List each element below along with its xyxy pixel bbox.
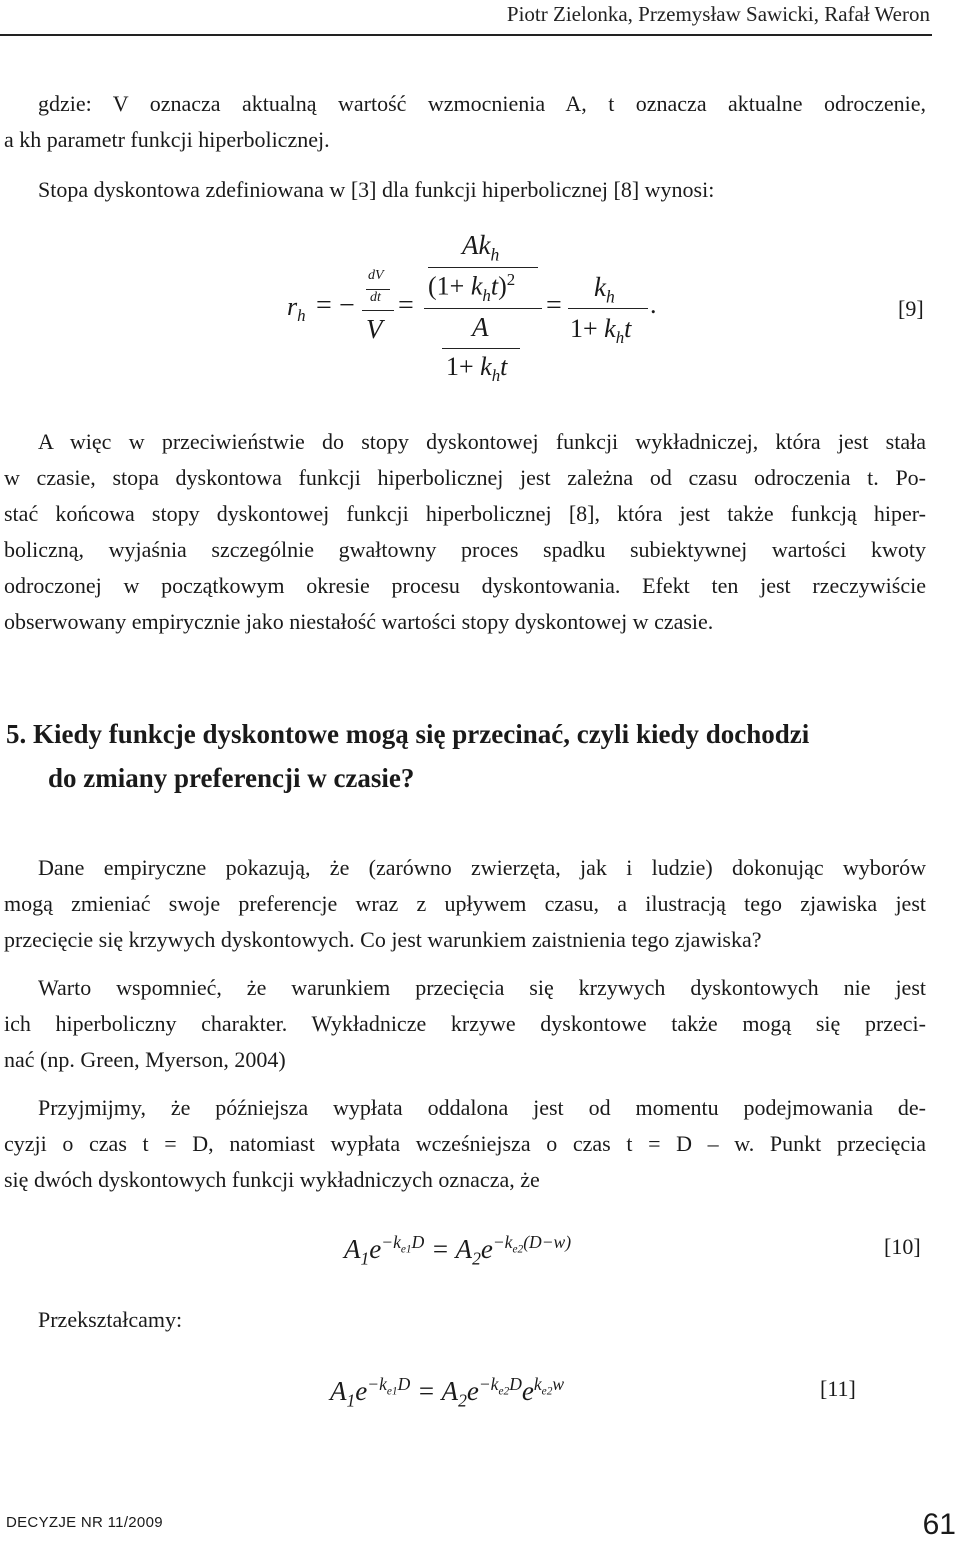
text-line: ich hiperboliczny charakter. Wykładnicze krzywe dyskontowe także mogą się przeci-: [4, 1011, 926, 1036]
text-line: A więc w przeciwieństwie do stopy dyskontowej funkcji wykładniczej, która jest stała: [38, 429, 926, 454]
equation-11-label: [11]: [820, 1376, 856, 1401]
section-heading-line-2: do zmiany preferencji w czasie?: [48, 763, 415, 793]
text-line: Dane empiryczne pokazują, że (zarówno zwierzęta, jak i ludzie) dokonując wyborów: [38, 855, 926, 880]
footer-journal: DECYZJE NR 11/2009: [6, 1514, 163, 1531]
text-line: przecięcie się krzywych dyskontowych. Co jest warunkiem zaistnienia tego zjawiska?: [4, 927, 762, 952]
text-line: cyzji o czas t = D, natomiast wypłata wcześniejsza o czas t = D – w. Punkt przecięcia: [4, 1131, 926, 1156]
text-line: Warto wspomnieć, że warunkiem przecięcia się krzywych dyskontowych nie jest: [38, 975, 926, 1000]
text-line: nać (np. Green, Myerson, 2004): [4, 1047, 286, 1072]
page-number: 61: [922, 1508, 956, 1541]
paragraph-transform: [4, 1302, 926, 1338]
text-line: a kh parametr funkcji hiperbolicznej.: [4, 127, 330, 152]
text-line: stać końcowa stopy dyskontowej funkcji hiperbolicznej [8], która jest także funkcją hiper-: [4, 501, 926, 526]
text-line: Stopa dyskontowa zdefiniowana w [3] dla funkcji hiperbolicznej [8] wynosi:: [38, 177, 715, 202]
paragraph-hyperbolic-rate: [4, 424, 926, 640]
paragraph-exponential-curves: [4, 970, 926, 1078]
text-line: odroczonej w początkowym okresie procesu dyskontowania. Efekt ten jest rzeczywiście: [4, 573, 926, 598]
paragraph-empirical-data: [4, 850, 926, 958]
running-head-authors: Piotr Zielonka, Przemysław Sawicki, Rafał Weron: [506, 2, 930, 26]
header-rule: [0, 34, 932, 36]
text-line: Przekształcamy:: [38, 1307, 183, 1332]
paragraph-definitions: [4, 86, 926, 158]
paragraph-discount-rate-intro: [4, 172, 926, 208]
text-line: obserwowany empirycznie jako niestałość wartości stopy dyskontowej w czasie.: [4, 609, 714, 634]
text-line: w czasie, stopa dyskontowa funkcji hiperbolicznej jest zależna od czasu odroczenia t. Po-: [4, 465, 926, 490]
text-line: boliczną, wyjaśnia szczególnie gwałtowny proces spadku subiektywnej wartości kwoty: [4, 537, 926, 562]
section-heading-line-1: 5. Kiedy funkcje dyskontowe mogą się przecinać, czyli kiedy dochodzi: [6, 719, 810, 749]
paragraph-assumption: [4, 1090, 926, 1198]
text-line: mogą zmieniać swoje preferencje wraz z upływem czasu, a ilustracją tego zjawiska jest: [4, 891, 926, 916]
equation-10-label: [10]: [884, 1234, 921, 1259]
text-line: Przyjmijmy, że późniejsza wypłata oddalona jest od momentu podejmowania de-: [38, 1095, 926, 1120]
equation-9-label: [9]: [898, 296, 924, 321]
text-line: się dwóch dyskontowych funkcji wykładniczych oznacza, że: [4, 1167, 540, 1192]
page: Piotr Zielonka, Przemysław Sawicki, Rafał Weron gdzie: V oznacza aktualną wartość wzmocnienia A, t oznacza aktualne odroczenie, a kh parametr funkcji hiperbolicznej. Stopa dyskontowa zdefiniowana w [3] dla funkcji hiperbolicznej [8] wynosi: $r_h$ = − dV dt V = $Ak_h$ $(1+ k_ht)^2$ A $1+ k_ht$ = $k_h$ $1+ k_ht$ . [9] A więc w przeciwieństwie do stopy dyskontowej funkcji wykładniczej, która jest stała w czasie, stopa dyskontowa funkcji hiperbolicznej jest zależna od czasu odroczenia t. Po- stać końcowa stopy dyskontowej funkcji hiperbolicznej [8], która jest także funkcją hiper- boliczną, wyjaśnia szczególnie gwałtowny proces spadku subiektywnej wartości kwoty odroczonej w początkowym okresie procesu dyskontowania. Efekt ten jest rzeczywiście obserwowany empirycznie jako niestałość wartości stopy dyskontowej w czasie. 5. Kiedy funkcje dyskontowe mogą się przecinać, czyli kiedy dochodzi do zmiany preferencji w czasie? Dane empiryczne pokazują, że (zarówno zwierzęta, jak i ludzie) dokonując wyborów mogą zmieniać swoje preferencje wraz z upływem czasu, a ilustracją tego zjawiska jest przecięcie się krzywych dyskontowych. Co jest warunkiem zaistnienia tego zjawiska? Warto wspomnieć, że warunkiem przecięcia się krzywych dyskontowych nie jest ich hiperboliczny charakter. Wykładnicze krzywe dyskontowe także mogą się przeci- nać (np. Green, Myerson, 2004) Przyjmijmy, że późniejsza wypłata oddalona jest od momentu podejmowania de- cyzji o czas t = D, natomiast wypłata wcześniejsza o czas t = D – w. Punkt przecięcia się dwóch dyskontowych funkcji wykładniczych oznacza, że $A_1e^{-k_{e1}D} = A_2e^{-k_{e2}(D-w)}$ [10] Przekształcamy: $A_1e^{-k_{e1}D} = A_2e^{-k_{e2}D}e^{k_{e2}w}$ [11] DECYZJE NR 11/2009 61: [0, 0, 960, 1547]
text-line: gdzie: V oznacza aktualną wartość wzmocnienia A, t oznacza aktualne odroczenie,: [38, 91, 926, 116]
